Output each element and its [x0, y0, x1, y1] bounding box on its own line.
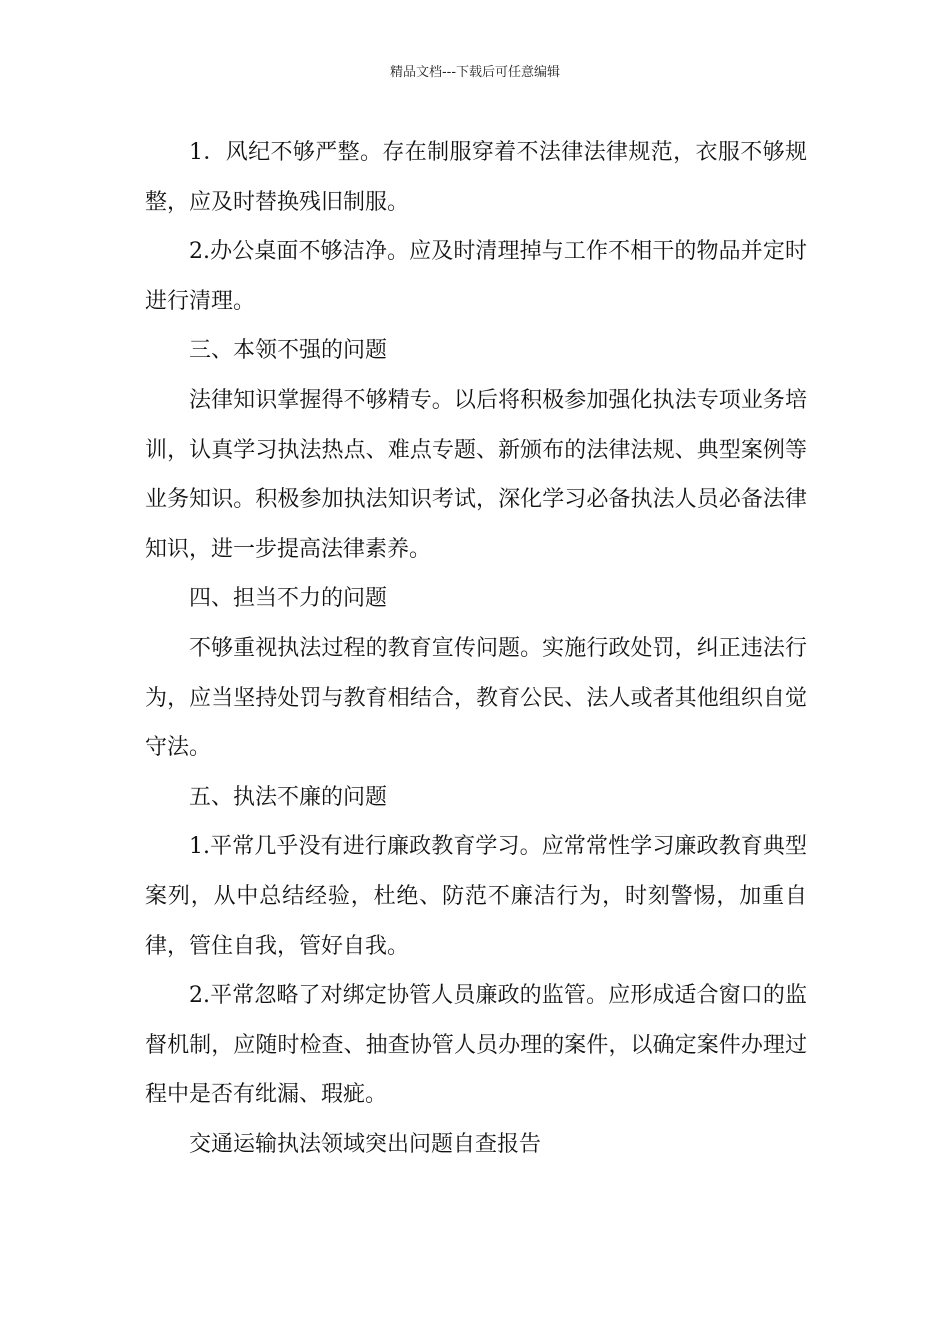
paragraph-integrity-study: 1.平常几乎没有进行廉政教育学习。应常常性学习廉政教育典型案列，从中总结经验，杜绝、防范不廉洁行为，时刻警惕，加重自律，管住自我，管好自我。: [145, 834, 807, 959]
paragraph-legal-knowledge: 法律知识掌握得不够精专。以后将积极参加强化执法专项业务培训，认真学习执法热点、难点专题、新颁布的法律法规、典型案例等业务知识。积极参加执法知识考试，深化学习必备执法人员必备法律知识，进一步提高法律素养。: [145, 387, 807, 562]
page-header: 精品文档---下载后可任意编辑: [389, 65, 561, 80]
paragraph-desk-cleanliness: 2.办公桌面不够洁净。应及时清理掉与工作不相干的物品并定时进行清理。: [145, 239, 807, 314]
report-title: 交通运输执法领域突出问题自查报告: [189, 1131, 542, 1157]
paragraph-education-publicity: 不够重视执法过程的教育宣传问题。实施行政处罚，纠正违法行为，应当坚持处罚与教育相结合，教育公民、法人或者其他组织自觉守法。: [145, 635, 807, 761]
section-heading-4: 四、担当不力的问题: [189, 586, 388, 612]
paragraph-uniform-discipline: 1．风纪不够严整。存在制服穿着不法律法律规范，衣服不够规整，应及时替换残旧制服。: [145, 140, 807, 215]
document-body: [145, 128, 807, 1169]
paragraph-assistant-supervision: 2.平常忽略了对绑定协管人员廉政的监管。应形成适合窗口的监督机制，应随时检查、抽查协管人员办理的案件，以确定案件办理过程中是否有纰漏、瑕疵。: [145, 983, 807, 1108]
section-heading-3: 三、本领不强的问题: [189, 338, 388, 364]
section-heading-5: 五、执法不廉的问题: [189, 784, 388, 810]
